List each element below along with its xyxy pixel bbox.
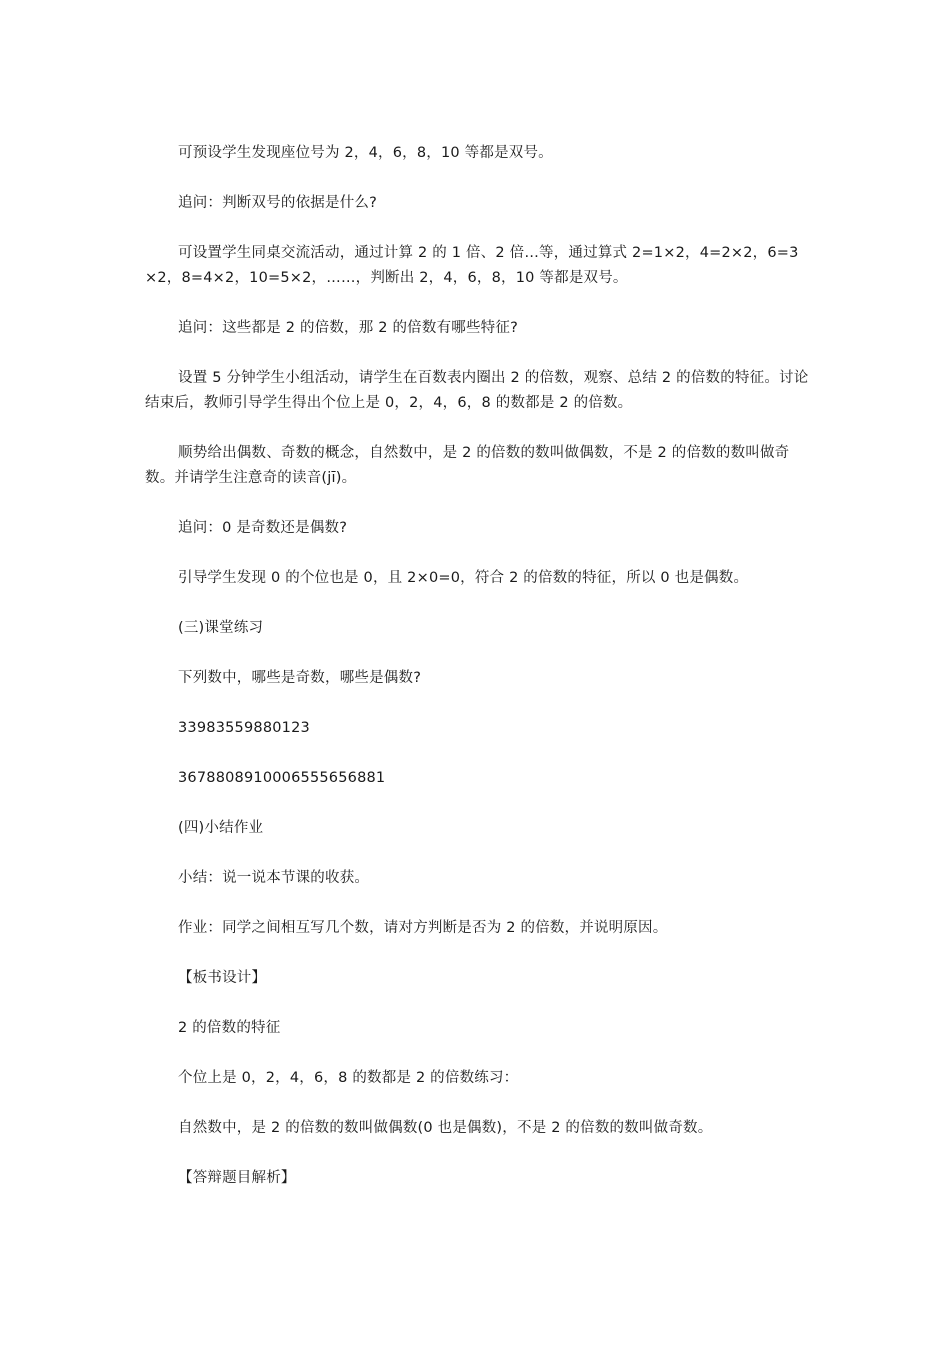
section-heading-defense-analysis: 【答辩题目解析】 [178, 1170, 296, 1186]
paragraph-summary: 小结：说一说本节课的收获。 [178, 870, 370, 886]
board-title: 2 的倍数的特征 [178, 1020, 281, 1036]
section-heading-board-design: 【板书设计】 [178, 970, 267, 986]
paragraph-question-features: 追问：这些都是 2 的倍数，那 2 的倍数有哪些特征? [178, 320, 518, 336]
paragraph-seat-numbers: 可预设学生发现座位号为 2，4，6，8，10 等都是双号。 [178, 145, 553, 161]
exercise-numbers-2: 3678808910006555656881 [178, 770, 386, 786]
paragraph-homework: 作业：同学之间相互写几个数，请对方判断是否为 2 的倍数，并说明原因。 [178, 920, 668, 936]
document-body [145, 141, 810, 1216]
paragraph-question-basis: 追问：判断双号的依据是什么? [178, 195, 377, 211]
board-definition: 自然数中，是 2 的倍数的数叫做偶数(0 也是偶数)，不是 2 的倍数的数叫做奇数。 [178, 1120, 713, 1136]
paragraph-zero-even: 引导学生发现 0 的个位也是 0，且 2×0=0，符合 2 的倍数的特征，所以 0 也是偶数。 [178, 570, 749, 586]
paragraph-even-odd-concept: 顺势给出偶数、奇数的概念，自然数中，是 2 的倍数的数叫做偶数，不是 2 的倍数的数叫做奇数。并请学生注意奇的读音(jī)。 [145, 445, 790, 486]
section-heading-practice: (三)课堂练习 [178, 620, 264, 636]
paragraph-question-zero: 追问：0 是奇数还是偶数? [178, 520, 348, 536]
paragraph-group-activity: 设置 5 分钟学生小组活动，请学生在百数表内圈出 2 的倍数，观察、总结 2 的倍数的特征。讨论结束后，教师引导学生得出个位上是 0，2，4，6，8 的数都是 2 的倍数。 [145, 370, 809, 411]
paragraph-desk-activity: 可设置学生同桌交流活动，通过计算 2 的 1 倍、2 倍…等，通过算式 2=1×2，4=2×2，6=3×2，8=4×2，10=5×2，……，判断出 2，4，6，8，10 等都是双号。 [145, 245, 799, 286]
section-heading-summary: (四)小结作业 [178, 820, 264, 836]
paragraph-exercise-prompt: 下列数中，哪些是奇数，哪些是偶数? [178, 670, 422, 686]
exercise-numbers-1: 33983559880123 [178, 720, 310, 736]
board-rule: 个位上是 0，2，4，6，8 的数都是 2 的倍数练习： [178, 1070, 519, 1086]
